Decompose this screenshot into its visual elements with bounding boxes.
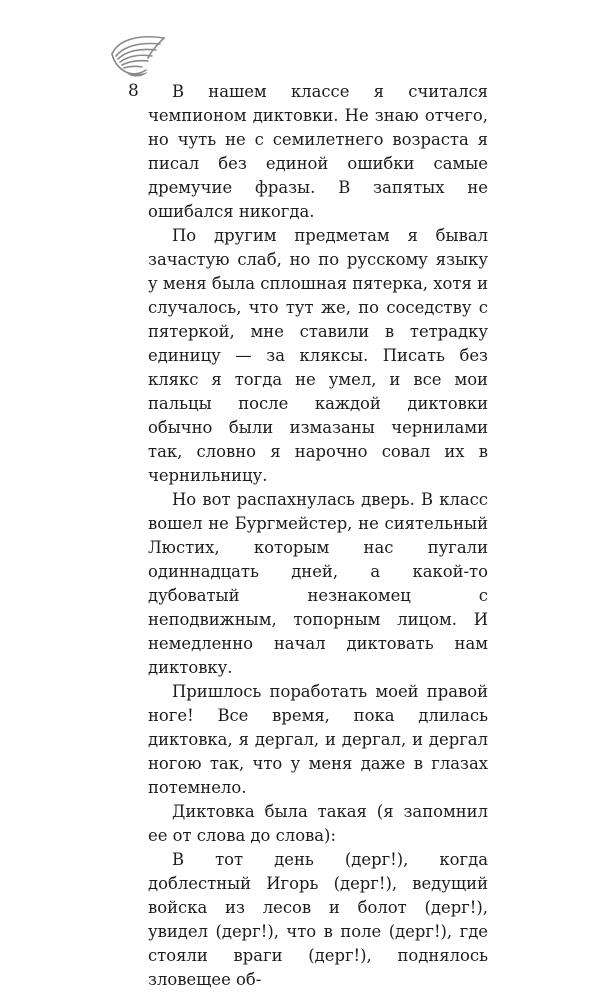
paragraph: Диктовка была такая (я запомнил ее от слова до слова): <box>148 802 488 845</box>
paragraph: По другим предметам я бывал зачастую слаб, но по русскому языку у меня была сплошная пятерка, хотя и случалось, что тут же, по соседству с пятеркой, мне ставили в тетрадку единицу — за кляксы. Писать без клякс я тогда не умел, и все мои пальцы после каждой диктовки обычно были измазаны чернилами так, словно я нарочно совал их в чернильницу. <box>148 226 488 485</box>
body-text <box>148 80 488 992</box>
shell-ornament-icon <box>108 28 170 80</box>
paragraph: В нашем классе я считался чемпионом диктовки. Не знаю отчего, но чуть не с семилетнего возраста я писал без единой ошибки самые дремучие фразы. В запятых не ошибался никогда. <box>148 82 488 221</box>
paragraph: Пришлось поработать моей правой ноге! Все время, пока длилась диктовка, я дергал, и дергал, и дергал ногою так, что у меня даже в глазах потемнело. <box>148 682 488 797</box>
paragraph: Но вот распахнулась дверь. В класс вошел не Бургмейстер, не сиятельный Люстих, которым нас пугали одиннадцать дней, а какой-то дубоватый незнакомец с неподвижным, топорным лицом. И немедленно начал диктовать нам диктовку. <box>148 490 488 677</box>
page-number: 8 <box>128 81 139 101</box>
paragraph: В тот день (дерг!), когда доблестный Игорь (дерг!), ведущий войска из лесов и болот (дерг!), увидел (дерг!), что в поле (дерг!), где стояли враги (дерг!), поднялось зловещее об- <box>148 850 488 989</box>
